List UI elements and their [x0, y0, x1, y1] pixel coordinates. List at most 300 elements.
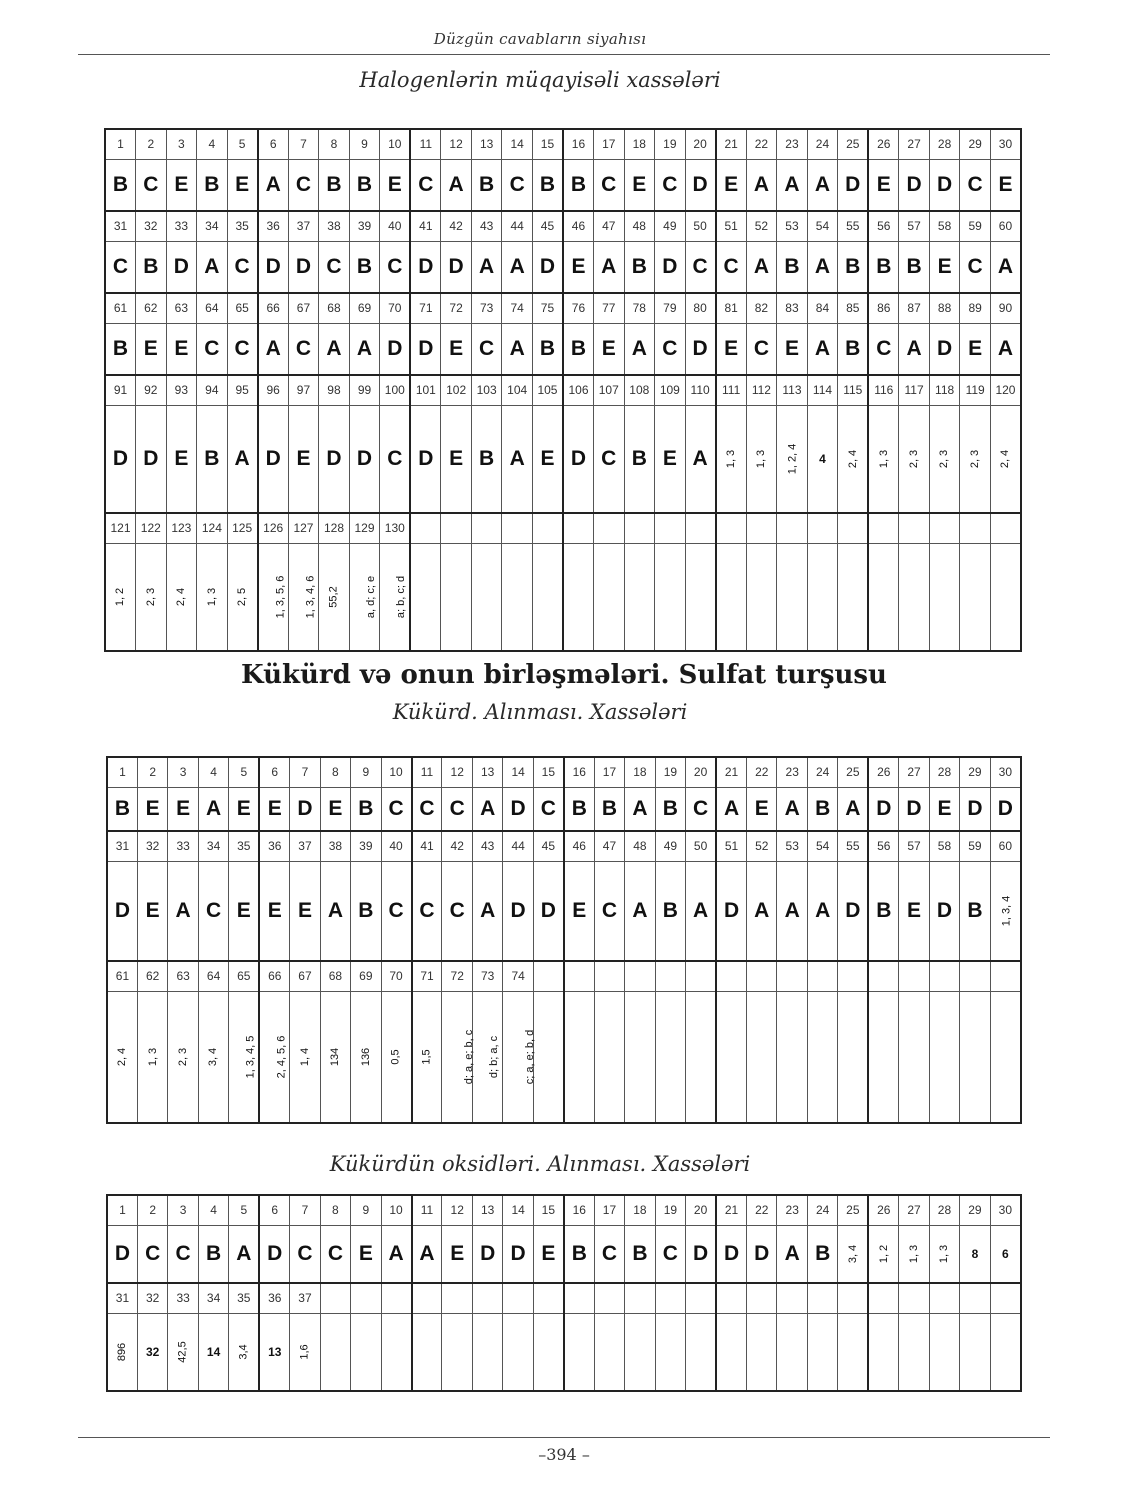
question-number: 22	[747, 757, 777, 787]
answer-cell: C	[960, 241, 991, 293]
answer-cell: C	[533, 787, 563, 831]
question-number: 59	[960, 831, 990, 861]
question-number: 67	[290, 961, 320, 991]
answer-cell: E	[137, 787, 167, 831]
answer-cell	[838, 543, 869, 651]
question-number	[807, 961, 837, 991]
question-number: 14	[503, 757, 533, 787]
question-number	[625, 961, 655, 991]
answer-text: 0,5	[390, 1049, 403, 1065]
question-number	[532, 513, 563, 543]
answer-cell: B	[197, 405, 228, 513]
question-number: 6	[259, 757, 289, 787]
section-2-subtitle: Kükürd. Alınması. Xassələri	[392, 700, 688, 724]
answer-cell	[410, 543, 441, 651]
section-1-subtitle: Halogenlərin müqayisəli xassələri	[359, 68, 721, 92]
answer-cell	[229, 991, 259, 1123]
answer-row	[105, 543, 1021, 651]
answer-cell: D	[380, 323, 411, 375]
question-number: 73	[471, 293, 502, 323]
question-number	[960, 1283, 990, 1313]
answer-cell	[655, 991, 685, 1123]
question-number	[777, 961, 807, 991]
answer-cell: D	[319, 405, 350, 513]
answer-cell	[624, 543, 655, 651]
answer-cell	[197, 543, 228, 651]
answer-text: a, d; c; e	[364, 575, 377, 618]
answer-cell: C	[227, 323, 258, 375]
question-number: 50	[686, 831, 716, 861]
question-number: 11	[410, 129, 441, 159]
answer-cell: E	[227, 159, 258, 211]
answer-cell	[838, 991, 868, 1123]
answer-text: 1,5	[421, 1049, 434, 1065]
answer-cell: B	[107, 787, 137, 831]
answer-cell	[380, 543, 411, 651]
answer-cell: D	[685, 323, 716, 375]
question-number	[716, 961, 746, 991]
question-number: 16	[564, 757, 594, 787]
answer-cell: A	[899, 323, 930, 375]
answer-cell	[929, 405, 960, 513]
answer-cell: D	[410, 405, 441, 513]
answer-cell	[899, 1225, 929, 1283]
answer-cell: B	[532, 323, 563, 375]
question-number: 62	[136, 293, 167, 323]
question-number: 57	[899, 831, 929, 861]
answer-cell: C	[655, 323, 686, 375]
question-number: 127	[288, 513, 319, 543]
question-number	[442, 1283, 472, 1313]
answer-cell: E	[441, 323, 472, 375]
question-number: 27	[899, 129, 930, 159]
question-number: 91	[105, 375, 136, 405]
question-number	[655, 961, 685, 991]
answer-cell: C	[319, 241, 350, 293]
running-header: Düzgün cavabların siyahısı	[433, 30, 647, 48]
question-number: 77	[594, 293, 625, 323]
answer-cell: A	[716, 787, 746, 831]
answer-row	[107, 1225, 1021, 1283]
answer-cell	[471, 543, 502, 651]
answer-row	[107, 861, 1021, 961]
answer-cell: C	[380, 405, 411, 513]
question-number: 13	[472, 1195, 502, 1225]
answer-row	[107, 787, 1021, 831]
question-number: 23	[777, 757, 807, 787]
answer-cell	[807, 1313, 837, 1391]
question-number	[594, 961, 624, 991]
answer-cell: E	[990, 159, 1021, 211]
answer-cell: E	[441, 405, 472, 513]
answer-cell: B	[899, 241, 930, 293]
answer-cell	[259, 991, 289, 1123]
answer-cell	[137, 991, 167, 1123]
question-number: 102	[441, 375, 472, 405]
answer-cell	[564, 1313, 594, 1391]
question-number	[563, 513, 594, 543]
answer-cell: A	[349, 323, 380, 375]
question-number: 60	[990, 211, 1021, 241]
answer-cell: C	[410, 159, 441, 211]
answer-cell: E	[136, 323, 167, 375]
answer-cell: B	[351, 787, 381, 831]
question-number: 26	[868, 1195, 898, 1225]
question-number	[533, 1283, 563, 1313]
answer-cell: E	[929, 787, 959, 831]
answer-cell	[868, 1225, 898, 1283]
answer-cell: E	[166, 323, 197, 375]
question-number: 96	[258, 375, 289, 405]
answer-cell: D	[259, 1225, 289, 1283]
answer-text: 2, 4	[999, 449, 1012, 468]
answer-cell: D	[410, 241, 441, 293]
answer-text: 2, 3	[908, 449, 921, 468]
answer-text: 2, 3	[938, 449, 951, 468]
question-number	[564, 961, 594, 991]
answer-cell: A	[807, 241, 838, 293]
answer-cell: E	[899, 861, 929, 961]
answer-cell: B	[563, 323, 594, 375]
answer-cell: A	[412, 1225, 442, 1283]
answer-cell	[320, 991, 350, 1123]
answer-cell: A	[685, 405, 716, 513]
answer-text: 136	[359, 1047, 372, 1066]
answer-cell: D	[503, 1225, 533, 1283]
question-number: 54	[807, 831, 837, 861]
question-number: 9	[349, 129, 380, 159]
answer-cell: A	[625, 861, 655, 961]
question-number	[868, 513, 899, 543]
answer-cell	[533, 1313, 563, 1391]
answer-cell	[685, 543, 716, 651]
question-number: 30	[990, 129, 1021, 159]
header-rule	[78, 54, 1050, 55]
answer-cell: A	[990, 241, 1021, 293]
answer-cell: B	[349, 159, 380, 211]
question-number: 43	[471, 211, 502, 241]
question-number: 16	[564, 1195, 594, 1225]
question-number: 63	[166, 293, 197, 323]
question-number	[777, 513, 808, 543]
question-number: 99	[349, 375, 380, 405]
answer-cell: C	[168, 1225, 198, 1283]
question-number	[990, 961, 1021, 991]
question-number	[655, 1283, 685, 1313]
answer-cell: B	[624, 405, 655, 513]
answer-cell	[136, 543, 167, 651]
question-number: 4	[198, 757, 228, 787]
answer-cell: 8	[960, 1225, 990, 1283]
answer-cell: E	[655, 405, 686, 513]
answer-cell: B	[105, 323, 136, 375]
answer-cell	[686, 1313, 716, 1391]
answer-cell: D	[107, 861, 137, 961]
answer-cell	[532, 543, 563, 651]
answer-cell: D	[503, 861, 533, 961]
answer-cell: D	[685, 159, 716, 211]
question-number: 68	[319, 293, 350, 323]
answer-text: 1, 3	[908, 1244, 921, 1263]
answer-cell: A	[777, 1225, 807, 1283]
answer-cell: B	[136, 241, 167, 293]
question-number: 8	[319, 129, 350, 159]
question-number: 93	[166, 375, 197, 405]
answer-cell: D	[533, 861, 563, 961]
answer-cell	[533, 991, 563, 1123]
question-number: 8	[320, 1195, 350, 1225]
question-number: 5	[229, 757, 259, 787]
answer-cell: A	[746, 159, 777, 211]
answer-text: 1, 2, 4	[786, 443, 799, 475]
answer-cell: B	[319, 159, 350, 211]
answer-cell: A	[807, 861, 837, 961]
answer-table-sulfur-oxides	[106, 1194, 1022, 1392]
answer-cell: D	[258, 405, 289, 513]
answer-cell: C	[105, 241, 136, 293]
answer-text: a; b, c; d	[395, 575, 408, 618]
answer-cell: A	[229, 1225, 259, 1283]
question-number: 61	[107, 961, 137, 991]
answer-cell	[990, 543, 1021, 651]
answer-cell: D	[838, 861, 868, 961]
answer-cell: D	[288, 241, 319, 293]
answer-cell: E	[288, 405, 319, 513]
question-number	[929, 1283, 959, 1313]
answer-cell: A	[381, 1225, 411, 1283]
question-number: 2	[137, 1195, 167, 1225]
question-number: 38	[319, 211, 350, 241]
answer-cell: A	[746, 241, 777, 293]
question-number: 63	[168, 961, 198, 991]
answer-cell: D	[929, 323, 960, 375]
answer-cell	[625, 1313, 655, 1391]
question-number	[410, 513, 441, 543]
question-number: 48	[625, 831, 655, 861]
question-number	[625, 1283, 655, 1313]
answer-cell: E	[533, 1225, 563, 1283]
answer-cell: C	[685, 241, 716, 293]
answer-cell	[381, 1313, 411, 1391]
answer-cell: E	[564, 861, 594, 961]
answer-cell: C	[137, 1225, 167, 1283]
answer-cell	[747, 991, 777, 1123]
question-number	[960, 513, 991, 543]
question-number: 44	[503, 831, 533, 861]
question-number: 17	[594, 757, 624, 787]
question-number: 53	[777, 831, 807, 861]
answer-cell: D	[747, 1225, 777, 1283]
question-number	[716, 513, 747, 543]
answer-cell: B	[838, 241, 869, 293]
answer-cell: B	[563, 159, 594, 211]
question-number: 74	[503, 961, 533, 991]
question-number: 76	[563, 293, 594, 323]
question-number: 58	[929, 831, 959, 861]
answer-cell	[990, 1313, 1021, 1391]
question-number	[899, 513, 930, 543]
answer-cell: D	[563, 405, 594, 513]
question-number: 124	[197, 513, 228, 543]
question-number: 69	[349, 293, 380, 323]
question-number: 26	[868, 129, 899, 159]
answer-cell: A	[320, 861, 350, 961]
question-number: 5	[229, 1195, 259, 1225]
question-number: 114	[807, 375, 838, 405]
answer-cell: B	[777, 241, 808, 293]
question-number: 2	[136, 129, 167, 159]
question-number: 22	[747, 1195, 777, 1225]
answer-cell: A	[198, 787, 228, 831]
answer-cell	[412, 991, 442, 1123]
question-number	[441, 513, 472, 543]
answer-cell: E	[868, 159, 899, 211]
answer-cell	[319, 543, 350, 651]
question-number	[990, 513, 1021, 543]
answer-cell	[990, 405, 1021, 513]
answer-cell: E	[166, 405, 197, 513]
answer-cell: A	[197, 241, 228, 293]
question-number: 12	[442, 1195, 472, 1225]
answer-text: 1, 2	[114, 587, 127, 606]
answer-cell: E	[777, 323, 808, 375]
answer-cell: A	[502, 405, 533, 513]
question-number: 31	[107, 1283, 137, 1313]
answer-cell	[960, 991, 990, 1123]
answer-text: 2, 4	[846, 449, 859, 468]
answer-cell: D	[136, 405, 167, 513]
question-number: 79	[655, 293, 686, 323]
question-number: 4	[197, 129, 228, 159]
question-number: 14	[502, 129, 533, 159]
question-number: 31	[107, 831, 137, 861]
answer-cell: B	[471, 159, 502, 211]
answer-cell: E	[532, 405, 563, 513]
answer-cell: E	[290, 861, 320, 961]
question-number	[564, 1283, 594, 1313]
question-number: 1	[107, 1195, 137, 1225]
answer-cell: B	[198, 1225, 228, 1283]
answer-cell: B	[105, 159, 136, 211]
answer-cell	[716, 991, 746, 1123]
answer-cell: C	[380, 241, 411, 293]
answer-cell: A	[319, 323, 350, 375]
question-number: 98	[319, 375, 350, 405]
question-number	[929, 513, 960, 543]
question-number	[594, 513, 625, 543]
answer-cell: A	[472, 787, 502, 831]
question-number: 51	[716, 831, 746, 861]
answer-cell: D	[960, 787, 990, 831]
answer-cell: B	[807, 1225, 837, 1283]
answer-cell: A	[258, 323, 289, 375]
question-number: 10	[381, 1195, 411, 1225]
question-number: 87	[899, 293, 930, 323]
question-number: 35	[227, 211, 258, 241]
answer-cell: A	[990, 323, 1021, 375]
question-number: 14	[503, 1195, 533, 1225]
answer-text: d; a, e; b, c	[463, 1029, 476, 1084]
question-number: 80	[685, 293, 716, 323]
answer-cell: C	[288, 323, 319, 375]
question-number: 65	[229, 961, 259, 991]
question-number: 4	[198, 1195, 228, 1225]
question-number	[655, 513, 686, 543]
answer-cell: B	[624, 241, 655, 293]
question-number: 116	[868, 375, 899, 405]
question-number: 24	[807, 757, 837, 787]
question-number: 95	[227, 375, 258, 405]
question-number: 109	[655, 375, 686, 405]
answer-cell	[716, 543, 747, 651]
answer-text: 2, 3	[177, 1047, 190, 1066]
answer-cell: E	[747, 787, 777, 831]
question-number: 10	[381, 757, 411, 787]
answer-cell	[777, 1313, 807, 1391]
answer-cell	[990, 861, 1021, 961]
answer-cell: D	[107, 1225, 137, 1283]
answer-cell: A	[502, 241, 533, 293]
answer-cell	[990, 991, 1021, 1123]
question-number	[381, 1283, 411, 1313]
answer-text: 3, 4	[207, 1047, 220, 1066]
question-number: 27	[899, 1195, 929, 1225]
answer-cell: 13	[259, 1313, 289, 1391]
question-number: 33	[168, 831, 198, 861]
answer-cell	[412, 1313, 442, 1391]
question-number: 7	[290, 757, 320, 787]
question-number: 21	[716, 129, 747, 159]
question-number: 33	[168, 1283, 198, 1313]
answer-cell	[625, 991, 655, 1123]
answer-cell	[107, 1313, 137, 1391]
question-number: 42	[441, 211, 472, 241]
answer-cell: C	[502, 159, 533, 211]
question-number	[838, 961, 868, 991]
question-number: 119	[960, 375, 991, 405]
answer-row	[107, 1313, 1021, 1391]
question-number: 7	[290, 1195, 320, 1225]
answer-cell	[777, 991, 807, 1123]
question-number: 65	[227, 293, 258, 323]
answer-cell	[168, 991, 198, 1123]
answer-cell: C	[442, 861, 472, 961]
answer-cell: D	[166, 241, 197, 293]
answer-cell: D	[349, 405, 380, 513]
question-number: 74	[502, 293, 533, 323]
answer-text: 1, 2	[877, 1244, 890, 1263]
answer-cell: 4	[807, 405, 838, 513]
question-number: 66	[259, 961, 289, 991]
question-number: 35	[229, 831, 259, 861]
answer-cell: A	[471, 241, 502, 293]
answer-cell: E	[259, 787, 289, 831]
answer-cell	[349, 543, 380, 651]
question-number: 7	[288, 129, 319, 159]
question-number: 51	[716, 211, 747, 241]
question-number: 11	[412, 757, 442, 787]
answer-cell: A	[472, 861, 502, 961]
answer-text: 42,5	[177, 1341, 190, 1363]
question-number: 83	[777, 293, 808, 323]
question-number: 97	[288, 375, 319, 405]
answer-cell: D	[929, 861, 959, 961]
question-number	[960, 961, 990, 991]
question-number	[320, 1283, 350, 1313]
question-number: 81	[716, 293, 747, 323]
question-number: 78	[624, 293, 655, 323]
question-number: 39	[349, 211, 380, 241]
